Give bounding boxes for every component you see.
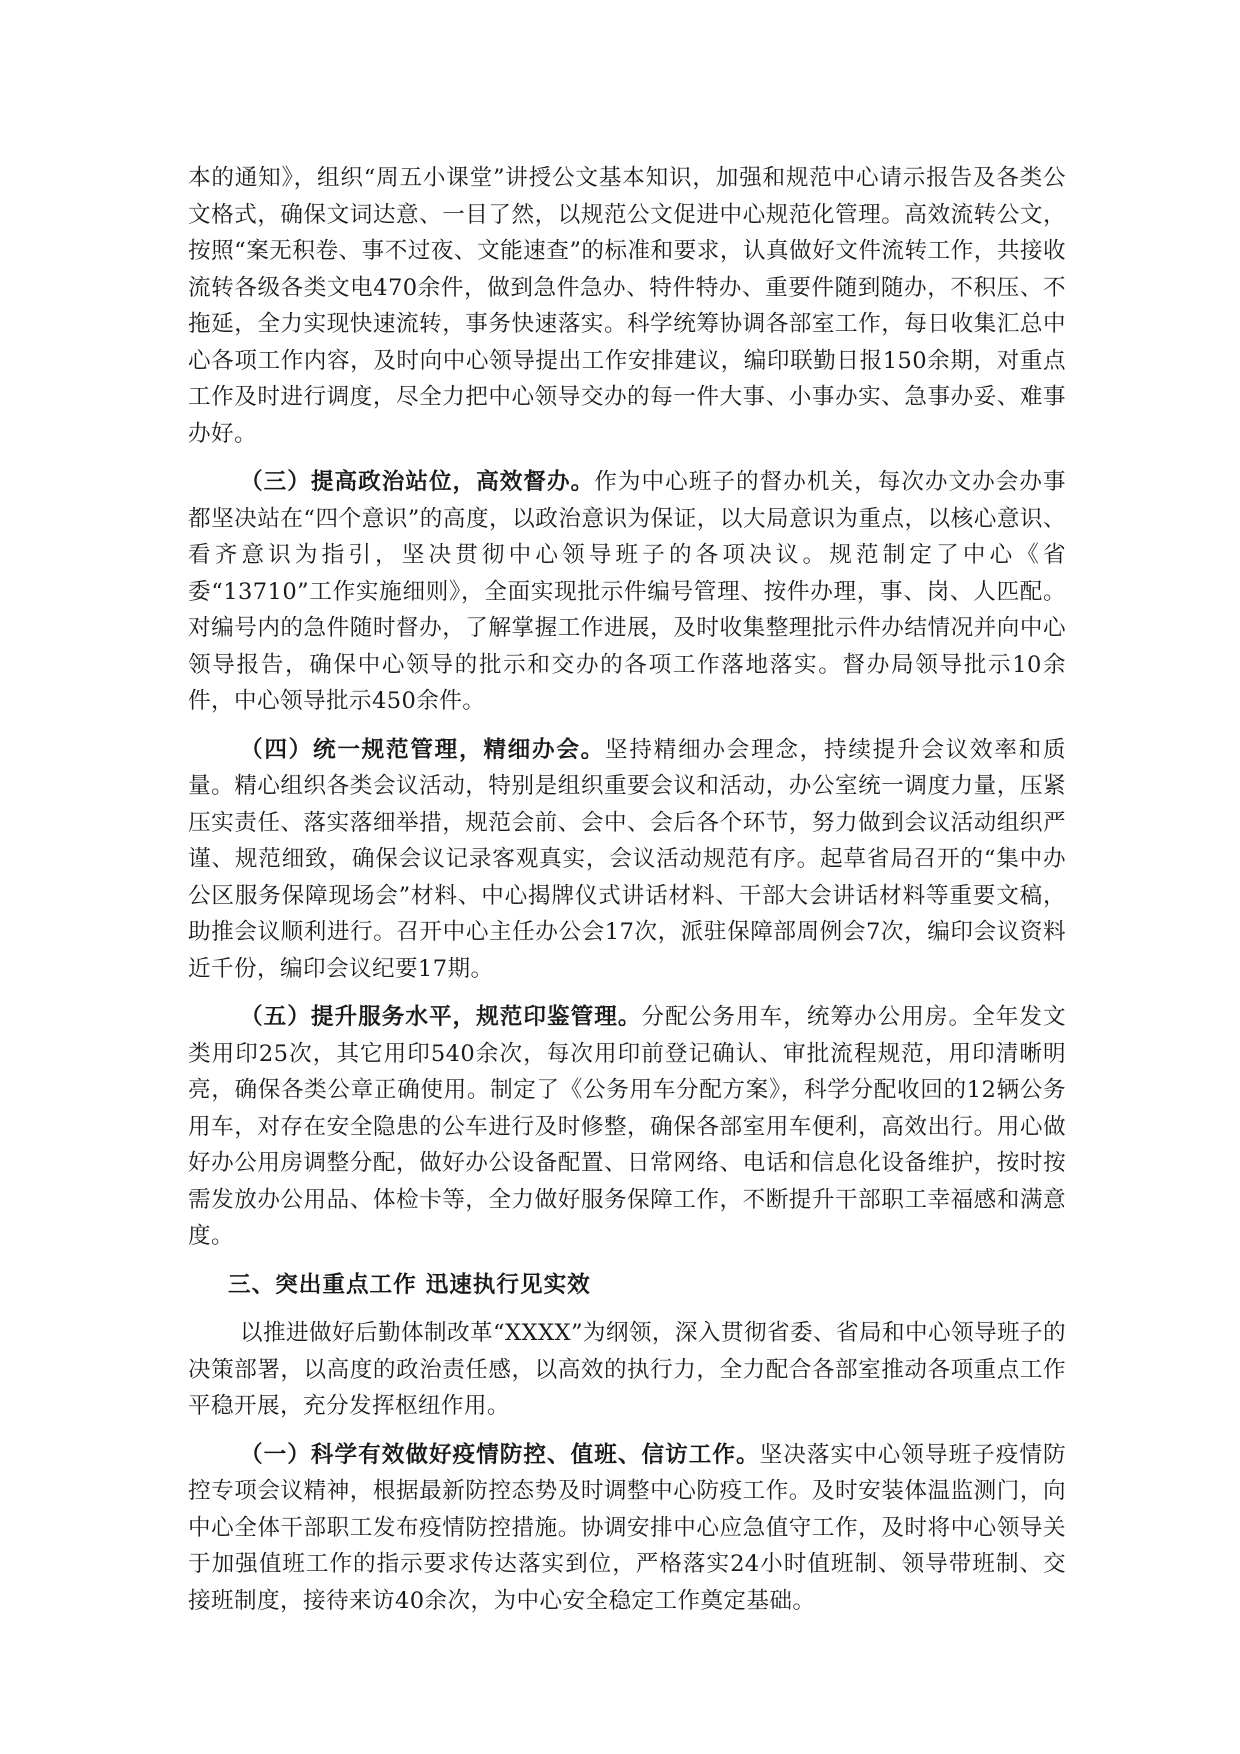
paragraph-text: 分配公务用车，统筹办公用房。全年发文类用印25次，其它用印540余次，每次用印前登记确认、审批流程规范，用印清晰明亮，确保各类公章正确使用。制定了《公务用车分配方案》，科学分配收回的12辆公务用车，对存在安全隐患的公车进行及时修整，确保各部室用车便利，高效出行。用心做好办公用房调整分配，做好办公设备配置、日常网络、电话和信息化设备维护，按时按需发放办公用品、体检卡等，全力做好服务保障工作，不断提升干部职工幸福感和满意度。 [188, 1004, 1066, 1249]
paragraph-seal-management [188, 999, 1066, 1255]
paragraph-reform-intro [188, 1315, 1066, 1425]
paragraph-lead: （三）提高政治站位，高效督办。 [240, 469, 595, 495]
paragraph-text: 作为中心班子的督办机关，每次办文办会办事都坚决站在“四个意识”的高度，以政治意识为保证，以大局意识为重点，以核心意识、看齐意识为指引，坚决贯彻中心领导班子的各项决议。规范制定了中心《省委“13710”工作实施细则》，全面实现批示件编号管理、按件办理，事、岗、人匹配。对编号内的急件随时督办，了解掌握工作进展，及时收集整理批示件办结情况并向中心领导报告，确保中心领导的批示和交办的各项工作落地落实。督办局领导批示10余件，中心领导批示450余件。 [188, 469, 1067, 714]
document-page [188, 160, 1066, 1631]
paragraph-lead: （四）统一规范管理，精细办会。 [240, 736, 605, 763]
paragraph-lead: （一）科学有效做好疫情防控、值班、信访工作。 [240, 1441, 760, 1468]
paragraph-epidemic-duty [188, 1437, 1066, 1620]
paragraph-meetings [188, 732, 1066, 988]
paragraph-supervision [188, 464, 1066, 720]
paragraph-text: 坚持精细办会理念，持续提升会议效率和质量。精心组织各类会议活动，特别是组织重要会议和活动，办公室统一调度力量，压紧压实责任、落实落细举措，规范会前、会中、会后各个环节，努力做到会议活动组织严谨、规范细致，确保会议记录客观真实，会议活动规范有序。起草省局召开的“集中办公区服务保障现场会”材料、中心揭牌仪式讲话材料、干部大会讲话材料等重要文稿，助推会议顺利进行。召开中心主任办公会17次，派驻保障部周例会7次，编印会议资料近千份，编印会议纪要17期。 [188, 736, 1066, 982]
paragraph-lead: （五）提升服务水平，规范印鉴管理。 [240, 1004, 642, 1030]
paragraph-text: 本的通知》，组织“周五小课堂”讲授公文基本知识，加强和规范中心请示报告及各类公文格式，确保文词达意、一目了然，以规范公文促进中心规范化管理。高效流转公文，按照“案无积卷、事不过夜、文能速查”的标准和要求，认真做好文件流转工作，共接收流转各级各类文电470余件，做到急件急办、特件特办、重要件随到随办，不积压、不拖延，全力实现快速流转，事务快速落实。科学统筹协调各部室工作，每日收集汇总中心各项工作内容，及时向中心领导提出工作安排建议，编印联勤日报150余期，对重点工作及时进行调度，尽全力把中心领导交办的每一件大事、小事办实、急事办妥、难事办好。 [188, 165, 1066, 447]
paragraph-text: 以推进做好后勤体制改革“XXXX”为纲领，深入贯彻省委、省局和中心领导班子的决策部署，以高度的政治责任感，以高效的执行力，全力配合各部室推动各项重点工作平稳开展，充分发挥枢纽作用。 [188, 1320, 1066, 1419]
paragraph-official-documents [188, 160, 1066, 452]
paragraph-text: 坚决落实中心领导班子疫情防控专项会议精神，根据最新防控态势及时调整中心防疫工作。及时安装体温监测门，向中心全体干部职工发布疫情防控措施。协调安排中心应急值守工作，及时将中心领导关于加强值班工作的指示要求传达落实到位，严格落实24小时值班制、领导带班制、交接班制度，接待来访40余次，为中心安全稳定工作奠定基础。 [188, 1441, 1066, 1614]
section-heading: 三、突出重点工作 迅速执行见实效 [228, 1271, 591, 1298]
